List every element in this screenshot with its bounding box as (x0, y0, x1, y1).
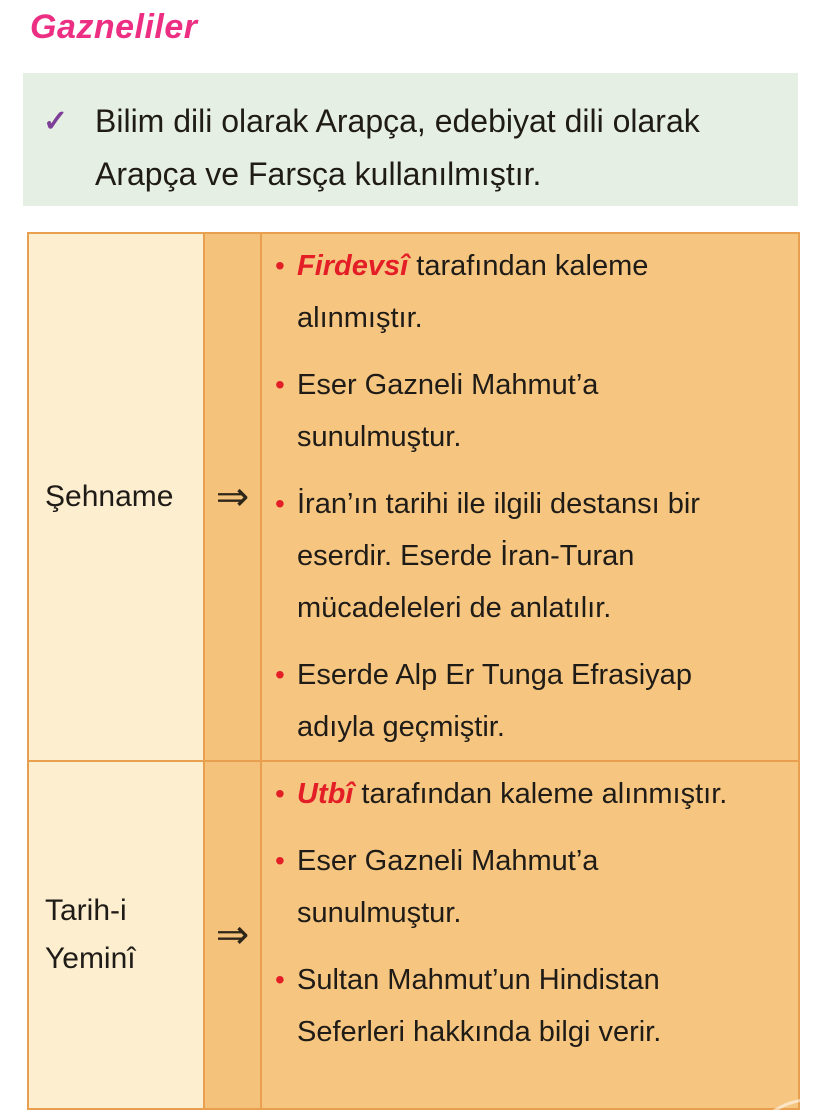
bullet-point (275, 359, 788, 463)
point-text: Eserde Alp Er Tunga Efrasiyap adıyla geçmiştir. (297, 659, 692, 743)
bullet-point (275, 478, 788, 634)
point-text: Sultan Mahmut’un Hindistan Seferleri hakkında bilgi verir. (297, 964, 662, 1048)
point-text: Eser Gazneli Mahmut’a sunulmuştur. (297, 845, 599, 929)
work-name-cell: Tarih-i Yeminî (29, 762, 205, 1108)
bullet-icon: • (275, 250, 285, 281)
bullet-point (275, 954, 788, 1058)
author-highlight: Utbî (297, 778, 354, 810)
arrow-icon: ⇒ (205, 762, 262, 1108)
highlight-note-text: Bilim dili olarak Arapça, edebiyat dili olarak Arapça ve Farsça kullanılmıştır. (95, 103, 700, 192)
point-text: Eser Gazneli Mahmut’a sunulmuştur. (297, 369, 599, 453)
works-table (27, 232, 800, 1110)
bullet-icon: • (275, 369, 285, 400)
page-title: Gazneliler (30, 8, 198, 46)
bullet-icon: • (275, 488, 285, 519)
work-details-cell (262, 234, 798, 762)
point-text-rest: tarafından kaleme alınmıştır. (297, 250, 649, 334)
bullet-point (275, 835, 788, 939)
bullet-point (275, 768, 788, 820)
bullet-icon: • (275, 659, 285, 690)
point-text-rest: tarafından kaleme alınmıştır. (353, 778, 728, 810)
point-text (297, 240, 767, 344)
bullet-icon: • (275, 845, 285, 876)
point-text: İran’ın tarihi ile ilgili destansı bir eserdir. Eserde İran-Turan mücadeleleri de anlatılır. (297, 488, 700, 624)
work-name-cell: Şehname (29, 234, 205, 762)
bullet-point (275, 649, 788, 753)
point-text (297, 768, 727, 820)
arrow-icon: ⇒ (205, 234, 262, 762)
bullet-icon: • (275, 964, 285, 995)
bullet-point (275, 240, 788, 344)
work-details-cell (262, 762, 798, 1108)
bullet-icon: • (275, 778, 285, 809)
checkmark-icon: ✓ (43, 105, 69, 138)
highlight-note-box (23, 73, 798, 206)
author-highlight: Firdevsî (297, 250, 409, 282)
